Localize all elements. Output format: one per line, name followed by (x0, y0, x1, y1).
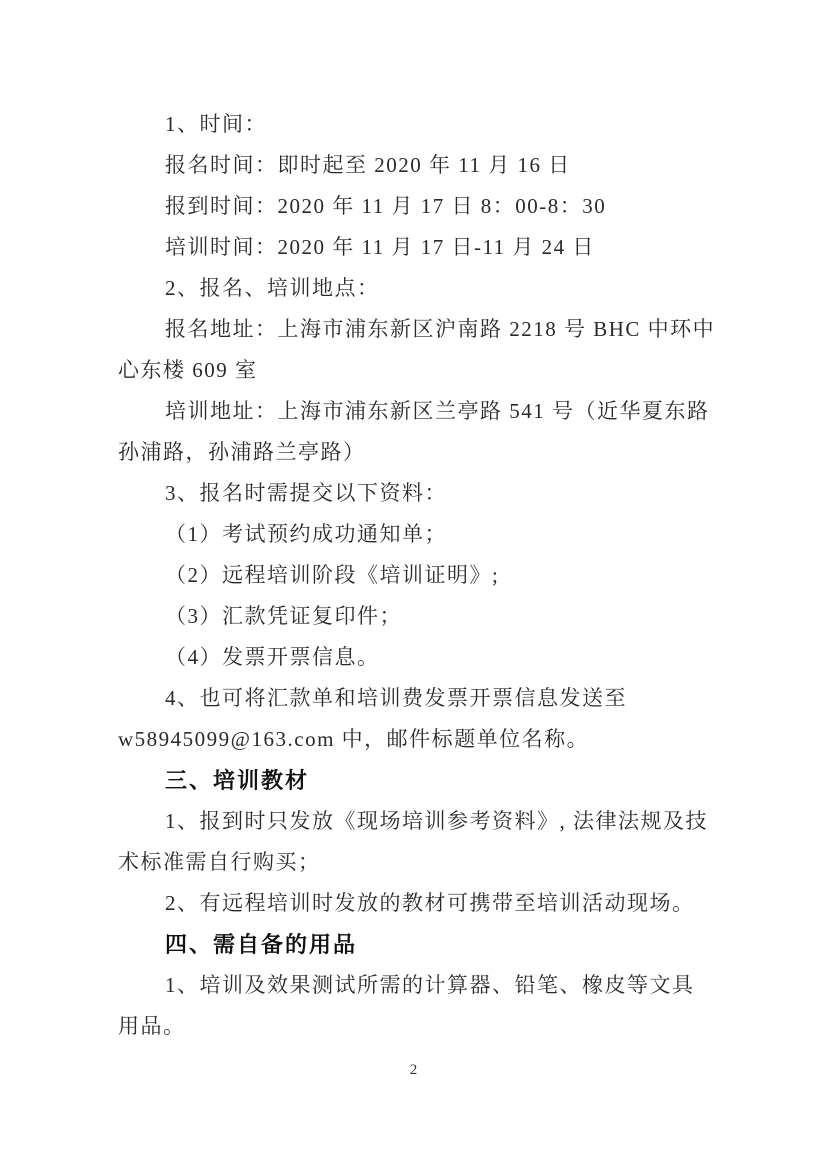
doc-line-materials-heading: 3、报名时需提交以下资料： (165, 481, 447, 505)
doc-line-email-address: w58945099@163.com 中，邮件标题单位名称。 (118, 727, 590, 751)
doc-line-item-1: （1）考试预约成功通知单； (165, 522, 447, 546)
section-heading-supplies: 四、需自备的用品 (165, 932, 358, 957)
doc-line-supplies-note-1: 1、培训及效果测试所需的计算器、铅笔、橡皮等文具 (165, 973, 695, 997)
doc-line-training-addr-1: 培训地址：上海市浦东新区兰亭路 541 号（近华夏东路 (165, 399, 710, 423)
doc-line-time-heading: 1、时间： (165, 112, 267, 136)
doc-line-materials-note-3: 2、有远程培训时发放的教材可携带至培训活动现场。 (165, 891, 695, 915)
doc-line-materials-note-2: 术标准需自行购买； (118, 850, 321, 874)
doc-line-item-2: （2）远程培训阶段《培训证明》; (165, 563, 500, 587)
doc-line-supplies-note-2: 用品。 (118, 1014, 186, 1038)
doc-line-location-heading: 2、报名、培训地点： (165, 276, 380, 300)
doc-line-email-intro: 4、也可将汇款单和培训费发票开票信息发送至 (165, 686, 627, 710)
doc-line-registration-time: 报名时间：即时起至 2020 年 11 月 16 日 (165, 153, 571, 177)
page-number: 2 (409, 1062, 418, 1078)
doc-line-registration-addr-2: 心东楼 609 室 (118, 358, 258, 382)
doc-line-registration-addr-1: 报名地址：上海市浦东新区沪南路 2218 号 BHC 中环中 (165, 317, 716, 341)
document-body (118, 104, 718, 1047)
doc-line-training-time: 培训时间：2020 年 11 月 17 日-11 月 24 日 (165, 235, 595, 259)
doc-line-checkin-time: 报到时间：2020 年 11 月 17 日 8：00-8：30 (165, 194, 607, 218)
doc-line-materials-note-1: 1、报到时只发放《现场培训参考资料》, 法律法规及技 (165, 809, 708, 833)
doc-line-training-addr-2: 孙浦路，孙浦路兰亭路） (118, 440, 366, 464)
section-heading-training-materials: 三、培训教材 (165, 768, 310, 793)
doc-line-item-3: （3）汇款凭证复印件； (165, 604, 402, 628)
doc-line-item-4: （4）发票开票信息。 (165, 645, 380, 669)
